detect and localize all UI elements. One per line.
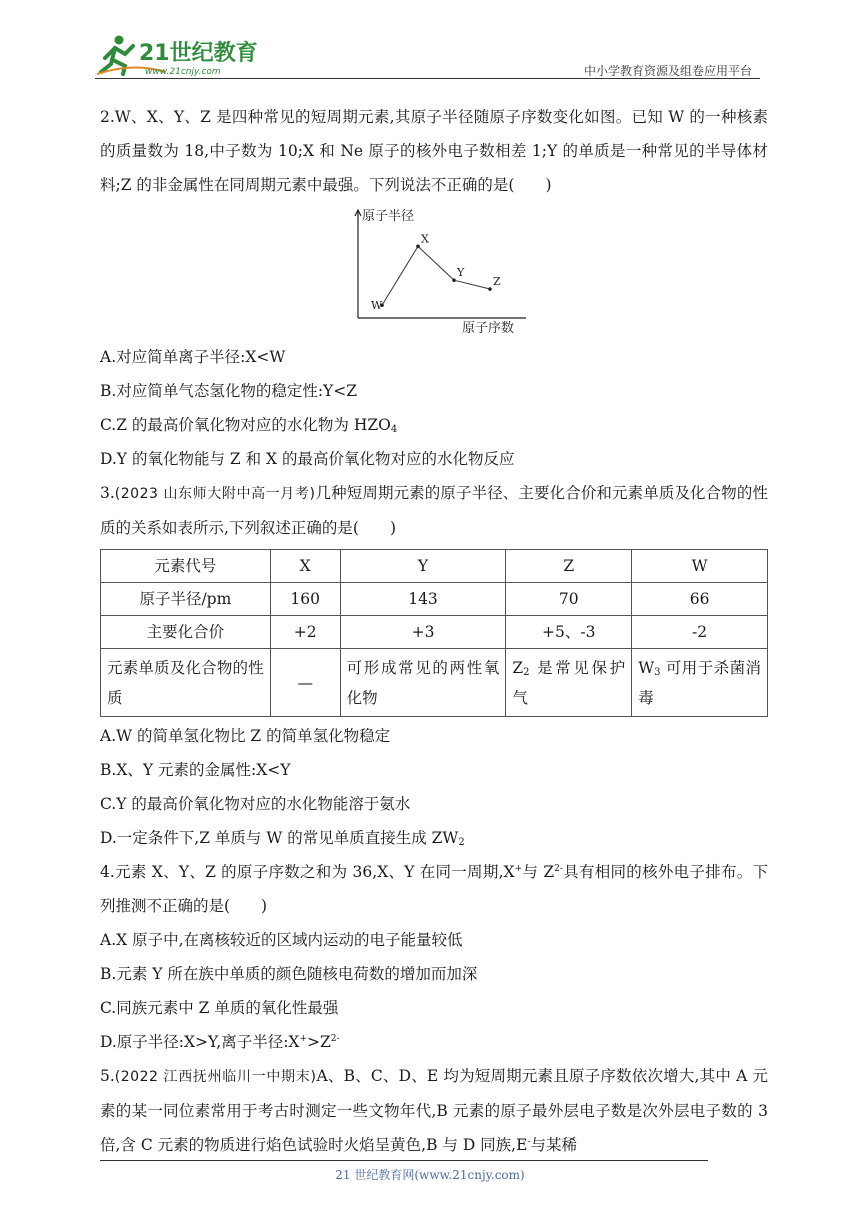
table-cell: Y (340, 550, 506, 583)
table-cell: 元素单质及化合物的性质 (101, 649, 271, 717)
site-logo (95, 32, 265, 78)
chart-point-label-x: X (421, 232, 429, 246)
page-footer: 21 世纪教育网(www.21cnjy.com) (335, 1168, 525, 1182)
table-row (101, 550, 768, 583)
table-cell: 可形成常见的两性氧化物 (340, 649, 506, 717)
ion-charge: 2- (330, 1034, 340, 1044)
question-5-stem (100, 1059, 768, 1162)
question-4-stem (100, 855, 768, 923)
table-cell: 66 (632, 583, 768, 616)
formula-text: Z (512, 658, 524, 677)
question-2-stem: 2.W、X、Y、Z 是四种常见的短周期元素,其原子半径随原子序数变化如图。已知 W 的一种核素的质量数为 18,中子数为 10;X 和 Ne 原子的核外电子数相差 1;Y 的单质是一种常见的半导体材料;Z 的非金属性在同周期元素中最强。下列说法不正确的是( ) (100, 108, 768, 194)
table-cell: 70 (506, 583, 632, 616)
chart-point-y (452, 278, 456, 282)
table-cell: +5、-3 (506, 616, 632, 649)
question-3-stem (100, 476, 768, 545)
question-5-source: (2022 江西抚州临川一中期末) (114, 1069, 317, 1085)
chart-x-label: 原子序数 (462, 321, 515, 336)
stem-text: 与某稀 (530, 1136, 577, 1154)
question-3-option-c: C.Y 的最高价氧化物对应的水化物能溶于氨水 (100, 795, 411, 813)
chart-point-z (488, 287, 492, 291)
question-2-option-d: D.Y 的氧化物能与 Z 和 X 的最高价氧化物对应的水化物反应 (100, 450, 515, 468)
table-cell: +2 (270, 616, 340, 649)
atomic-radius-chart (350, 206, 540, 338)
table-cell (632, 649, 768, 717)
option-c-text: C.Z 的最高价氧化物对应的水化物为 HZO (100, 416, 391, 434)
question-4-option-c: C.同族元素中 Z 单质的氧化性最强 (100, 999, 339, 1017)
table-row (101, 649, 768, 717)
table-cell: 143 (340, 583, 506, 616)
question-3-option-a: A.W 的简单氢化物比 Z 的简单氢化物稳定 (100, 727, 391, 745)
formula-text: W (638, 658, 655, 677)
option-text: >Z (307, 1033, 331, 1051)
ion-charge: 2- (554, 864, 563, 874)
table-cell: -2 (632, 616, 768, 649)
stem-text: 具有相同的核外电子排布。下列推测不正确的是( ) (100, 863, 768, 915)
ion-charge: - (527, 1137, 531, 1147)
table-cell: 元素代号 (101, 550, 271, 583)
option-text: D.原子半径:X>Y,离子半径:X (100, 1033, 300, 1051)
chart-segment (418, 246, 454, 280)
question-4-option-a: A.X 原子中,在离核较近的区域内运动的电子能量较低 (100, 931, 463, 949)
question-5-number: 5. (100, 1067, 115, 1085)
table-cell: X (270, 550, 340, 583)
option-c-subscript: 4 (390, 424, 398, 435)
question-2-option-c (100, 408, 768, 442)
document-body (100, 100, 768, 1162)
chart-point-label-w: W (371, 299, 383, 313)
logo-url: www.21cnjy.com (145, 67, 221, 77)
stem-text: 与 Z (522, 863, 555, 881)
table-cell: 主要化合价 (101, 616, 271, 649)
formula-subscript: 3 (654, 666, 661, 678)
question-3-source: (2023 山东师大附中高一月考) (114, 486, 316, 502)
chart-y-label: 原子半径 (362, 209, 415, 224)
table-row (101, 616, 768, 649)
option-d-text: D.一定条件下,Z 单质与 W 的常见单质直接生成 ZW (100, 829, 459, 847)
stem-text: A、B、C、D、E 均为短周期元素且原子序数依次增大,其中 A 元素的某一同位素常用于考古时测定一些文物年代,B 元素的原子最外层电子数是次外层电子数的 3 倍,含 C 元素的物质进行焰色试验时火焰呈黄色,B 与 D 同族,E (100, 1067, 768, 1154)
question-4-option-d (100, 1025, 768, 1059)
chart-segment (382, 246, 418, 305)
option-d-subscript: 2 (458, 837, 465, 848)
chart-point-label-z: Z (493, 275, 501, 289)
table-cell: 原子半径/pm (101, 583, 271, 616)
page-header (95, 30, 760, 80)
question-3-option-b: B.X、Y 元素的金属性:X<Y (100, 761, 291, 779)
question-4-option-b: B.元素 Y 所在族中单质的颜色随核电荷数的增加而加深 (100, 965, 478, 983)
question-3-option-d (100, 821, 768, 855)
element-table (100, 549, 768, 717)
table-cell: 160 (270, 583, 340, 616)
chart-point-x (416, 245, 420, 249)
table-cell (506, 649, 632, 717)
ion-charge: + (299, 1034, 308, 1044)
formula-text: 可用于杀菌消毒 (638, 658, 761, 707)
table-cell: — (270, 649, 340, 717)
table-cell: W (632, 550, 768, 583)
chart-line-series (382, 246, 490, 305)
question-3-text: 几种短周期元素的原子半径、主要化合价和元素单质及化合物的性质的关系如表所示,下列叙述正确的是( ) (100, 484, 768, 537)
formula-subscript: 2 (523, 666, 530, 678)
ion-charge: + (514, 864, 523, 874)
table-row (101, 583, 768, 616)
question-3-number: 3. (100, 484, 115, 502)
footer-divider (100, 1160, 708, 1161)
question-2-option-b: B.对应简单气态氢化物的稳定性:Y<Z (100, 382, 358, 400)
table-cell: Z (506, 550, 632, 583)
platform-name: 中小学教育资源及组卷应用平台 (583, 64, 752, 78)
table-cell: +3 (340, 616, 506, 649)
chart-point-label-y: Y (457, 266, 465, 280)
stem-text: 4.元素 X、Y、Z 的原子序数之和为 36,X、Y 在同一周期,X (100, 863, 515, 881)
chart-points (371, 232, 501, 312)
formula-text: 是常见保护气 (512, 658, 626, 707)
logo-text: 21世纪教育 (139, 41, 258, 66)
chart-segment (454, 280, 490, 289)
header-divider (95, 78, 760, 79)
question-2-option-a: A.对应简单离子半径:X<W (100, 348, 286, 366)
